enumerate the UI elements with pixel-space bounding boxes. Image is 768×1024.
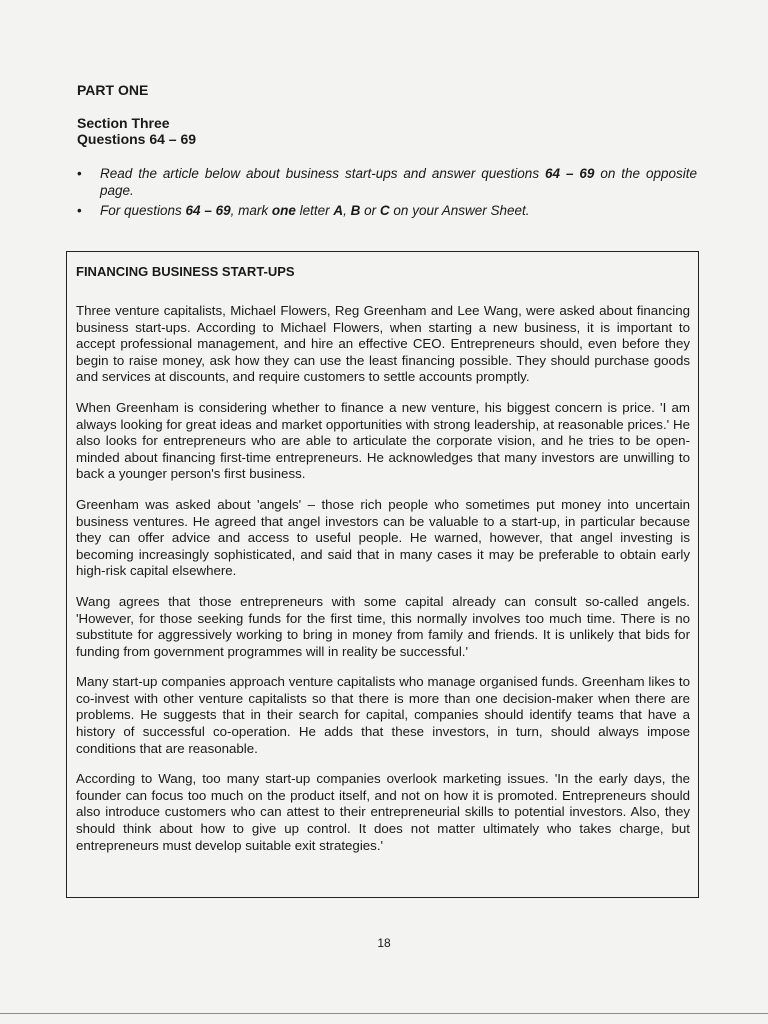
- instruction-bold: 64 – 69: [545, 166, 595, 181]
- instruction-bold: one: [271, 203, 296, 218]
- article-title: FINANCING BUSINESS START-UPS: [76, 264, 295, 279]
- section-heading: [77, 115, 196, 147]
- article-paragraph: When Greenham is considering whether to finance a new venture, his biggest concern is price. 'I am always looking for great ideas and market opportunities with strong leadership, at reasonable prices.' He also looks for entrepreneurs who are able to articulate the corporate vision, and he tries to be open-minded about financing first-time entrepreneurs. He acknowledges that many investors are unwilling to back a younger person's first business.: [76, 399, 690, 482]
- instruction-text: , mark: [230, 203, 272, 218]
- bullet-icon: •: [77, 166, 82, 181]
- questions-range: Questions 64 – 69: [77, 131, 197, 147]
- instruction-text: For questions: [100, 203, 186, 218]
- instructions-list: [77, 166, 697, 224]
- instruction-text: letter: [295, 203, 334, 218]
- instruction-text: or: [360, 203, 380, 218]
- part-title: PART ONE: [77, 82, 149, 98]
- instruction-item: [77, 203, 697, 220]
- instruction-bold: A: [333, 203, 344, 218]
- instruction-text: on your Answer Sheet.: [389, 203, 530, 218]
- section-title: Section Three: [77, 115, 170, 131]
- bullet-icon: •: [77, 203, 82, 218]
- article-paragraph: According to Wang, too many start-up companies overlook marketing issues. 'In the early days, the founder can focus too much on the product itself, and not on how it is promoted. Entrepreneurs should also introduce customers who can attest to their entrepreneurial skills to potential investors. Also, they should think about how to give up control. It does not matter ultimately who takes charge, but entrepreneurs must develop suitable exit strategies.': [76, 771, 690, 853]
- instruction-text: Read the article below about business start-ups and answer questions: [100, 166, 545, 181]
- article-paragraph: Many start-up companies approach venture capitalists who manage organised funds. Greenham likes to co-invest with other venture capitalists so that there is more than one decision-maker when there are problems. He suggests that in their search for capital, companies should identify teams that have a history of successful co-operation. He adds that these investors, in turn, should always impose conditions that are reasonable.: [76, 674, 690, 756]
- article-paragraph: Three venture capitalists, Michael Flowers, Reg Greenham and Lee Wang, were asked about financing business start-ups. According to Michael Flowers, when starting a new business, it is important to accept professional management, and hire an effective CEO. Entrepreneurs should, even before they begin to raise money, ask how they can use the least financing possible. They should purchase goods and services at discounts, and require customers to settle accounts promptly.: [76, 303, 690, 385]
- instruction-bold: 64 – 69: [185, 203, 231, 218]
- divider: [0, 1013, 768, 1014]
- article-box: [66, 251, 699, 898]
- page-number: 18: [377, 936, 391, 950]
- article-paragraph: Greenham was asked about 'angels' – those rich people who sometimes put money into uncertain business ventures. He agreed that angel investors can be valuable to a start-up, in particular because they can offer advice and access to useful people. He warned, however, that angel investing is becoming increasingly sophisticated, and said that in many cases it may be preferable to obtain early high-risk capital elsewhere.: [76, 496, 690, 579]
- instruction-text: ,: [343, 203, 351, 218]
- instruction-item: [77, 166, 697, 199]
- article-paragraph: Wang agrees that those entrepreneurs with some capital already can consult so-called angels. 'However, for those seeking funds for the first time, this normally involves too much time. There is no substitute for aggressively working to bring in money from family and friends. It is unlikely that bids for funding from government programmes will in reality be successful.': [76, 593, 690, 659]
- instruction-text: on the opposite page.: [100, 166, 698, 198]
- instruction-bold: C: [379, 203, 390, 218]
- instruction-bold: B: [350, 203, 361, 218]
